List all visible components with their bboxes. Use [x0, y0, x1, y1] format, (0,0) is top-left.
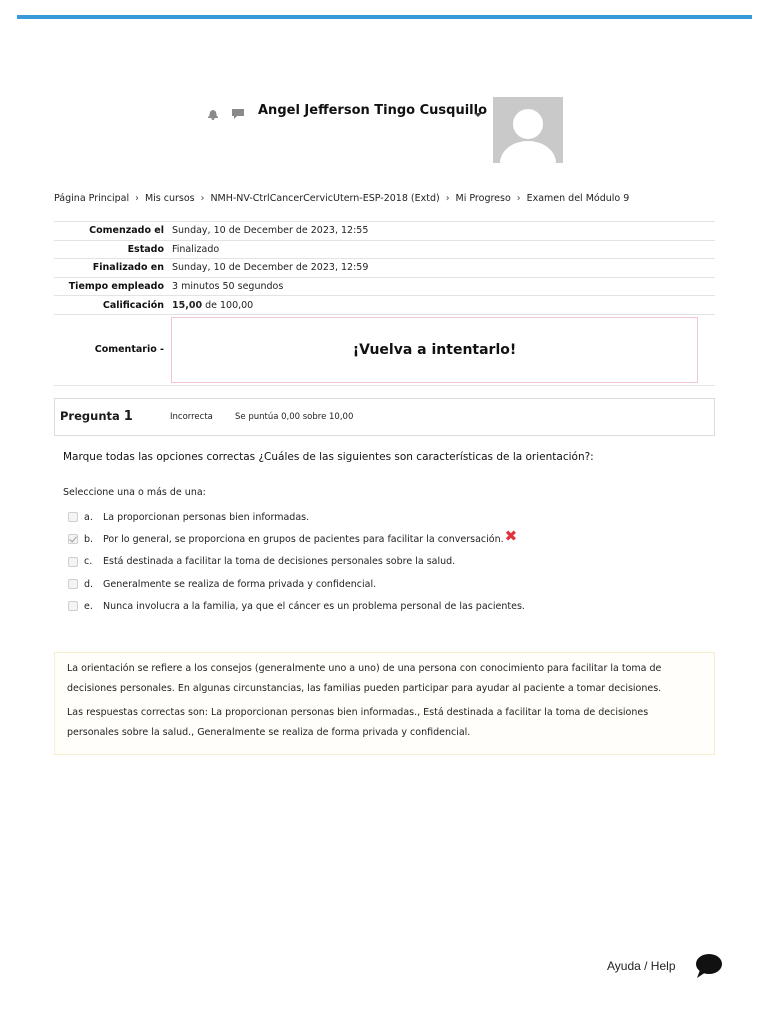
- summary-value: Finalizado: [172, 243, 220, 255]
- summary-value: 3 minutos 50 segundos: [172, 281, 284, 293]
- answer-option-b: [68, 528, 708, 550]
- summary-label: Finalizado en: [92, 262, 164, 274]
- summary-label: Comentario -: [94, 344, 164, 356]
- answer-text: La proporcionan personas bien informadas.: [103, 511, 310, 523]
- answer-text: Por lo general, se proporciona en grupos de pacientes para facilitar la conversación.: [103, 533, 504, 545]
- breadcrumb-item-exam[interactable]: Examen del Módulo 9: [526, 193, 630, 204]
- grade-total: de 100,00: [202, 299, 254, 311]
- breadcrumb-item-home[interactable]: Página Principal: [54, 193, 130, 204]
- answer-option-a: [68, 506, 708, 528]
- summary-row-state: [54, 240, 715, 259]
- question-state: Incorrecta: [170, 412, 213, 422]
- summary-label: Comenzado el: [89, 225, 164, 237]
- help-label[interactable]: Ayuda / Help: [607, 959, 676, 973]
- chevron-right-icon: ›: [445, 193, 450, 204]
- general-feedback: La orientación se refiere a los consejos (generalmente uno a uno) de una persona con conocimiento para facilitar la toma de decisiones personales. En algunas circunstancias, las familias pueden participar para ayudar al paciente a tomar decisiones.: [67, 663, 662, 694]
- incorrect-x-icon: ✖: [504, 527, 518, 546]
- summary-label: Estado: [127, 243, 164, 255]
- summary-row-grade: [54, 295, 715, 314]
- user-header: [0, 97, 768, 163]
- summary-value: [170, 300, 253, 311]
- answer-letter: a.: [84, 511, 93, 523]
- answer-option-c: [68, 551, 708, 573]
- breadcrumb-item-progress[interactable]: Mi Progreso: [455, 193, 511, 204]
- chevron-right-icon: ›: [516, 193, 521, 204]
- question-grade: Se puntúa 0,00 sobre 10,00: [235, 412, 354, 422]
- chevron-right-icon: ›: [135, 193, 139, 204]
- answer-letter: d.: [84, 578, 94, 590]
- question-label: Pregunta: [60, 409, 120, 423]
- notification-bell-icon[interactable]: [206, 106, 220, 120]
- top-accent-bar: [17, 15, 752, 19]
- breadcrumb: [54, 193, 629, 204]
- user-name[interactable]: Angel Jefferson Tingo Cusquillo: [258, 103, 488, 118]
- answer-letter: b.: [84, 533, 94, 545]
- caret-down-icon[interactable]: [474, 113, 482, 117]
- summary-row-comment: [54, 314, 715, 386]
- answer-checkbox[interactable]: [68, 601, 78, 611]
- answer-letter: e.: [84, 600, 93, 612]
- breadcrumb-item-course[interactable]: NMH-NV-CtrlCancerCervicUtern-ESP-2018 (Extd): [210, 193, 440, 204]
- grade-score: 15,00: [172, 299, 203, 311]
- avatar[interactable]: [493, 97, 563, 163]
- answer-list: [68, 506, 708, 617]
- answer-letter: c.: [84, 556, 93, 568]
- answer-checkbox[interactable]: [68, 557, 78, 567]
- chevron-right-icon: ›: [200, 193, 205, 204]
- summary-row-finished: [54, 258, 715, 277]
- question-feedback: [54, 652, 715, 755]
- messages-icon[interactable]: [231, 106, 245, 120]
- summary-value: Sunday, 10 de December de 2023, 12:55: [172, 225, 369, 237]
- summary-value: Sunday, 10 de December de 2023, 12:59: [172, 262, 369, 274]
- question-text: Marque todas las opciones correctas ¿Cuáles de las siguientes son características de la orientación?:: [63, 451, 594, 463]
- answer-checkbox[interactable]: [68, 534, 78, 544]
- question-number-value: 1: [123, 409, 133, 424]
- summary-row-time: [54, 277, 715, 296]
- chat-bubble-icon[interactable]: [695, 953, 723, 979]
- question-info: [54, 398, 715, 436]
- breadcrumb-item-my-courses[interactable]: Mis cursos: [144, 193, 195, 204]
- answer-checkbox[interactable]: [68, 512, 78, 522]
- right-answer: Las respuestas correctas son: La proporcionan personas bien informadas., Está destinada a facilitar la toma de decisiones personales sobre la salud., Generalmente se realiza de forma privada y confidencial.: [67, 707, 649, 738]
- overall-feedback: ¡Vuelva a intentarlo!: [171, 317, 698, 383]
- answer-option-e: [68, 595, 708, 617]
- answer-checkbox[interactable]: [68, 579, 78, 589]
- answer-option-d: [68, 573, 708, 595]
- answer-text: Nunca involucra a la familia, ya que el cáncer es un problema personal de las pacientes.: [103, 600, 525, 612]
- summary-row-started: [54, 221, 715, 240]
- question-number: [60, 409, 133, 424]
- summary-label: Tiempo empleado: [68, 281, 164, 293]
- answer-text: Está destinada a facilitar la toma de decisiones personales sobre la salud.: [103, 556, 456, 568]
- answer-text: Generalmente se realiza de forma privada y confidencial.: [103, 578, 377, 590]
- attempt-summary-table: [54, 221, 715, 386]
- answer-prompt: Seleccione una o más de una:: [63, 487, 206, 498]
- summary-label: Calificación: [102, 299, 164, 311]
